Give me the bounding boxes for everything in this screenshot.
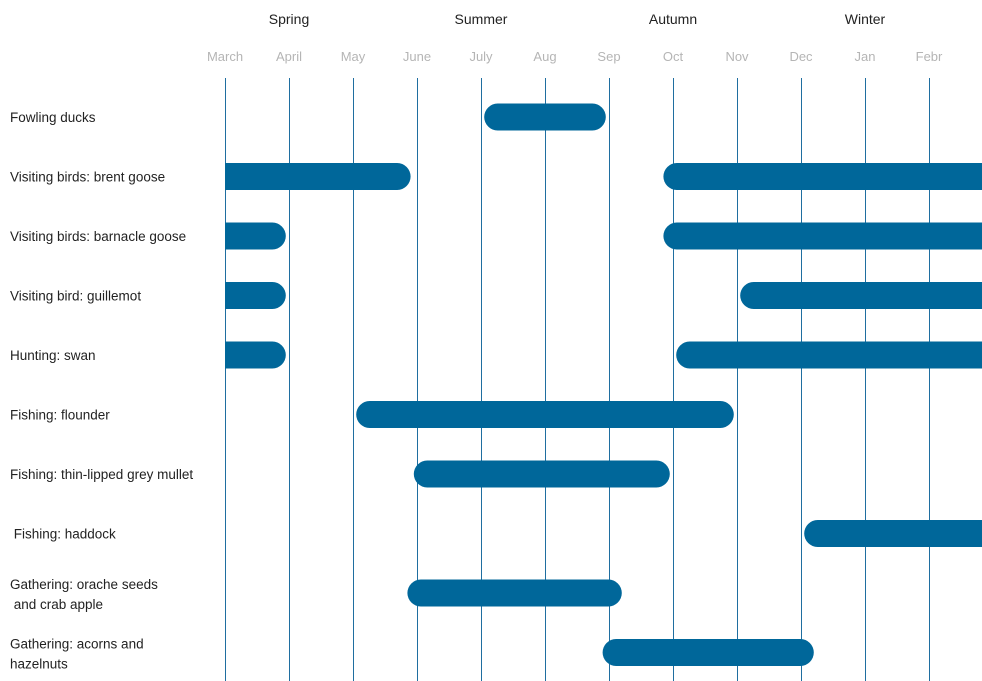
activity-bar: [225, 223, 286, 250]
activity-bar: [603, 639, 814, 666]
activity-bar: [356, 401, 734, 428]
activity-label: and crab apple: [10, 597, 104, 612]
month-label: July: [469, 49, 493, 64]
month-label: June: [402, 49, 432, 64]
activity-labels: [10, 110, 193, 672]
activity-label: Visiting birds: barnacle goose: [10, 229, 187, 244]
month-labels: [207, 49, 943, 64]
activity-bar: [484, 104, 606, 131]
activity-bar: [804, 520, 982, 547]
activity-bars: [225, 104, 982, 667]
activity-label: Visiting bird: guillemot: [10, 288, 142, 304]
activity-bar: [414, 461, 670, 488]
month-label: Jan: [854, 49, 876, 64]
activity-label: Fowling ducks: [10, 110, 96, 125]
activity-bar: [407, 580, 621, 607]
activity-label: Fishing: flounder: [10, 407, 110, 423]
activity-bar: [663, 163, 982, 190]
activity-bar: [225, 282, 286, 309]
activity-bar: [225, 342, 286, 369]
activity-bar: [225, 163, 411, 190]
activity-label: Fishing: haddock: [10, 526, 116, 542]
activity-label: Visiting birds: brent goose: [10, 169, 166, 185]
season-label: Summer: [454, 11, 508, 27]
month-label: May: [340, 49, 366, 64]
activity-bar: [663, 223, 982, 250]
month-label: Aug: [533, 49, 557, 64]
month-label: April: [275, 49, 303, 64]
month-label: Febr: [915, 49, 943, 64]
month-label: Oct: [662, 49, 684, 64]
activity-label: Gathering: acorns and: [10, 636, 144, 652]
activity-bar: [676, 342, 982, 369]
season-label: Spring: [268, 11, 310, 27]
activity-label: Fishing: thin-lipped grey mullet: [10, 467, 194, 482]
activity-bar: [740, 282, 982, 309]
month-label: Sep: [597, 49, 621, 64]
season-label: Autumn: [648, 11, 698, 27]
activity-label: hazelnuts: [10, 656, 68, 672]
season-label: Winter: [844, 11, 886, 27]
month-label: Nov: [725, 49, 749, 64]
activity-label: Hunting: swan: [10, 348, 96, 363]
season-headers: [269, 11, 886, 27]
month-label: Dec: [789, 49, 813, 64]
month-label: March: [206, 49, 244, 64]
activity-label: Gathering: orache seeds: [10, 577, 158, 592]
